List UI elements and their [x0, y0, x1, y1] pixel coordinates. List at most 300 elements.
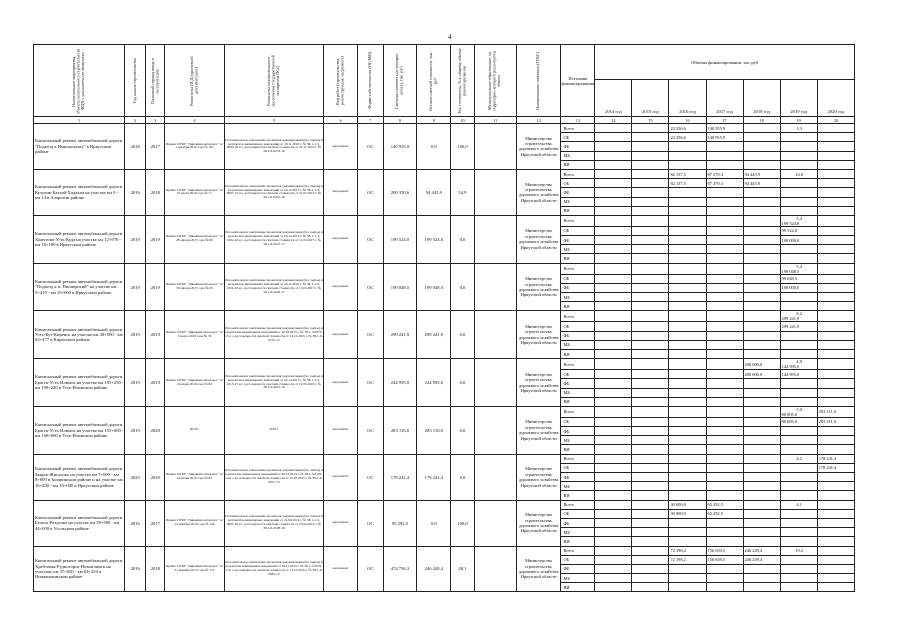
financing-value: 94 445,9	[743, 169, 780, 178]
municipality	[474, 311, 516, 359]
financing-value	[780, 491, 817, 500]
financing-value: 246 249,4	[743, 546, 780, 555]
financing-value	[817, 509, 854, 518]
financing-value: 82 137,5	[669, 179, 706, 188]
column-number: 4	[165, 117, 224, 124]
table-body	[34, 124, 855, 592]
financing-value	[632, 283, 669, 292]
financing-value	[669, 263, 706, 274]
work-type: кап.ремонт	[324, 311, 358, 359]
share-percent: 5,4	[796, 215, 802, 221]
financing-value: 94 445,9	[743, 179, 780, 188]
financing-value	[669, 359, 706, 370]
financing-value	[743, 311, 780, 322]
financing-value	[817, 151, 854, 160]
financing-value	[632, 349, 669, 358]
header-cell	[451, 45, 474, 117]
financing-value	[669, 370, 706, 379]
financing-value	[632, 379, 669, 388]
start-year: 2019	[125, 215, 146, 263]
financing-value	[780, 509, 817, 518]
funding-source: ФБ	[561, 427, 595, 436]
financing-value	[706, 283, 743, 292]
financing-value	[743, 500, 780, 509]
readiness: 0,0	[451, 454, 474, 500]
header-label: Наименование заказчика (ГРБС)	[535, 51, 541, 110]
financing-value	[669, 463, 706, 472]
header-year: 2020 год	[817, 80, 854, 117]
remaining-cost: 199 524,0	[417, 215, 451, 263]
financing-value	[632, 370, 669, 379]
financing-value	[817, 340, 854, 349]
financing-value	[743, 226, 780, 235]
financing-value	[743, 427, 780, 436]
financing-value	[817, 482, 854, 491]
estimated-cost: 199 524,0	[383, 215, 417, 263]
funding-source: ФБ	[561, 236, 595, 245]
funding-source: Всего	[561, 359, 595, 370]
end-year: 2020	[146, 406, 165, 454]
financing-value	[780, 311, 817, 322]
financing-value: 178 241,4	[817, 454, 854, 463]
financing-value: 65 292,5	[706, 509, 743, 518]
end-year: 2018	[146, 169, 165, 215]
financing-value	[632, 417, 669, 426]
remaining-cost: 283 116,0	[417, 406, 451, 454]
financing-value	[817, 188, 854, 197]
psd-details: Приказ ОГКУ "Дирекция автодорог" от 28 апреля 2017 года № 60	[165, 215, 224, 263]
estimated-cost: 474 756,3	[383, 546, 417, 592]
financing-value	[743, 528, 780, 537]
financing-value	[817, 293, 854, 302]
financing-value	[706, 197, 743, 206]
municipality	[474, 215, 516, 263]
financing-value	[743, 518, 780, 527]
financing-value	[669, 226, 706, 235]
financing-value	[780, 528, 817, 537]
financing-value	[743, 160, 780, 169]
funding-source: ОБ	[561, 179, 595, 188]
financing-value	[780, 169, 817, 178]
table-header	[34, 45, 855, 124]
financing-value	[817, 546, 854, 555]
financing-value: 203 111,0	[817, 417, 854, 426]
financing-value	[706, 236, 743, 245]
financing-value	[817, 388, 854, 397]
table-row	[34, 500, 855, 509]
ownership: ОС	[358, 454, 383, 500]
funding-source: МБ	[561, 574, 595, 583]
financing-value	[706, 340, 743, 349]
financing-value: 87 279,3	[706, 179, 743, 188]
page-number: 4	[448, 33, 452, 41]
readiness: 0,0	[451, 359, 474, 407]
financing-value	[706, 436, 743, 445]
financing-value	[632, 518, 669, 527]
financing-value	[669, 188, 706, 197]
financing-value	[706, 226, 743, 235]
ownership: ОС	[358, 500, 383, 546]
financing-value	[743, 322, 780, 331]
financing-value	[669, 254, 706, 263]
financing-value	[595, 509, 632, 518]
readiness: 100,0	[451, 500, 474, 546]
financing-value	[743, 133, 780, 142]
psd-details: Приказ ОГКУ "Дирекция автодорог" от 1 декабря 2016 года № 101	[165, 124, 224, 170]
remaining-cost: 0,0	[417, 124, 451, 170]
column-number: 5	[224, 117, 324, 124]
end-year: 2018	[146, 546, 165, 592]
financing-value: 72 198,2	[669, 546, 706, 555]
financing-value	[595, 236, 632, 245]
work-type: кап.ремонт	[324, 169, 358, 215]
financing-value	[743, 142, 780, 151]
column-number: 15	[632, 117, 669, 124]
financing-value	[632, 236, 669, 245]
ownership: ОС	[358, 169, 383, 215]
financing-value	[743, 215, 780, 226]
financing-value	[632, 482, 669, 491]
financing-table	[33, 44, 855, 592]
financing-value	[632, 397, 669, 406]
share-percent: 14,0	[795, 171, 804, 177]
financing-value	[632, 124, 669, 133]
table-row	[34, 359, 855, 370]
funding-source: ФБ	[561, 142, 595, 151]
financing-value	[595, 160, 632, 169]
financing-value	[669, 537, 706, 546]
customer-grbs: Министерство строительства, дорожного хозяйства Иркутской области	[516, 454, 560, 500]
financing-value	[595, 283, 632, 292]
financing-value	[780, 151, 817, 160]
financing-value	[706, 263, 743, 274]
estimated-cost: 283 116,0	[383, 406, 417, 454]
financing-value	[669, 283, 706, 292]
financing-value	[595, 215, 632, 226]
object-name: Капитальный ремонт автомобильной дороги Хомутово-Усть-Куда на участке км 12+970 - км 18+180 в Иркутском районе	[34, 215, 125, 263]
expertise-details: Положительное заключение проектная документация (без сметы) и результаты инженерных изысканий от 10.04.2015 г. № 38-1-5-0079-15 и о достоверности сметной стоимости от 14.12.2015 г. № 38-1-6-0122-15	[224, 311, 324, 359]
financing-value	[595, 226, 632, 235]
funding-source: Всего	[561, 406, 595, 417]
header-cell	[417, 45, 451, 117]
share-percent: 5,0	[796, 406, 802, 412]
end-year: 2017	[146, 500, 165, 546]
work-type: кап.ремонт	[324, 454, 358, 500]
header-label: Форма собственности (ОС/МО)	[367, 52, 372, 109]
column-number: 19	[780, 117, 817, 124]
funding-source: ОБ	[561, 509, 595, 518]
financing-value	[743, 236, 780, 245]
financing-value: 65 292,5	[706, 500, 743, 509]
financing-value	[780, 454, 817, 463]
financing-value	[817, 331, 854, 340]
financing-value: 246 249,4	[743, 555, 780, 564]
funding-source: ВИ	[561, 445, 595, 454]
financing-value	[780, 302, 817, 311]
header-row	[34, 45, 855, 80]
financing-value	[595, 263, 632, 274]
financing-value	[817, 169, 854, 178]
funding-source: Всего	[561, 215, 595, 226]
financing-value	[595, 274, 632, 283]
financing-value	[595, 142, 632, 151]
psd-details: Приказ ОГКУ "Дирекция автодорог" от 30 апреля 2017 года № 65	[165, 263, 224, 311]
header-cell	[224, 45, 324, 117]
column-number: 7	[358, 117, 383, 124]
financing-value	[780, 179, 817, 188]
financing-value	[669, 427, 706, 436]
financing-value: 87 279,3	[706, 169, 743, 178]
financing-value	[780, 197, 817, 206]
financing-value	[817, 226, 854, 235]
financing-value	[595, 245, 632, 254]
financing-value	[706, 583, 743, 592]
expertise-details: Положительное заключение проектная документация (без сметы) и результаты инженерных изысканий от 24.12.2015 г. № 38-1-1-3-0097-15 и о достоверности сметной стоимости от 31.05.2016 г. № 38-1-6-0053-16	[224, 169, 324, 215]
financing-value	[706, 160, 743, 169]
header-label: Реквизиты положительного заключения государственной экспертизы ПСД	[266, 54, 281, 107]
funding-source: ОБ	[561, 463, 595, 472]
financing-value	[743, 537, 780, 546]
ownership: ОС	[358, 263, 383, 311]
financing-value	[780, 206, 817, 215]
financing-value	[817, 263, 854, 274]
financing-value	[743, 274, 780, 283]
municipality	[474, 359, 516, 407]
financing-value	[595, 311, 632, 322]
end-year: 2019	[146, 215, 165, 263]
financing-value	[669, 197, 706, 206]
financing-value	[817, 491, 854, 500]
expertise-details: Положительное заключение проектная документация (без сметы) и результаты инженерных изысканий от 18.11.2016 г. № 38-1-1-3-0095-16 и о достоверности сметной стоимости от 22.11.2016 г. № 38-1-6-0233-16	[224, 124, 324, 170]
municipality	[474, 406, 516, 454]
financing-value	[706, 574, 743, 583]
readiness: 54,9	[451, 169, 474, 215]
financing-value	[595, 197, 632, 206]
financing-value	[780, 349, 817, 358]
remaining-cost: 0,0	[417, 500, 451, 546]
funding-source: ОБ	[561, 226, 595, 235]
financing-value-text: 199 048,5	[781, 268, 800, 274]
funding-source: МБ	[561, 528, 595, 537]
financing-value: 100 000,0	[780, 236, 817, 245]
psd-details: Приказ ОГКУ "Дирекция автодорог" от 3 марта 2016 года № 35	[165, 311, 224, 359]
start-year: 2019	[125, 311, 146, 359]
financing-value	[817, 206, 854, 215]
financing-value	[706, 331, 743, 340]
financing-value	[743, 454, 780, 463]
financing-value	[706, 188, 743, 197]
funding-source: ФБ	[561, 379, 595, 388]
funding-source: ОБ	[561, 133, 595, 142]
financing-value	[669, 445, 706, 454]
financing-value	[595, 169, 632, 178]
customer-grbs: Министерство строительства, дорожного хозяйства Иркутской области	[516, 500, 560, 546]
financing-value	[706, 528, 743, 537]
financing-value	[632, 293, 669, 302]
financing-value	[817, 142, 854, 151]
financing-value	[817, 215, 854, 226]
financing-value	[706, 473, 743, 482]
share-percent: 19,2	[795, 548, 804, 554]
financing-value	[669, 388, 706, 397]
financing-value	[669, 160, 706, 169]
funding-source: ОБ	[561, 370, 595, 379]
financing-value	[817, 197, 854, 206]
financing-value	[632, 245, 669, 254]
funding-source: ВИ	[561, 206, 595, 215]
financing-value: 178 241,4	[817, 463, 854, 472]
financing-value	[595, 482, 632, 491]
financing-value	[817, 322, 854, 331]
header-year: 2018 год	[743, 80, 780, 117]
financing-value	[780, 245, 817, 254]
share-percent: 4,1	[796, 502, 802, 508]
financing-value	[632, 142, 669, 151]
estimated-cost: 95 292,5	[383, 500, 417, 546]
financing-value	[632, 179, 669, 188]
psd-details: Приказ ОГКУ "Дирекция автодорог" от 14 декабря 2016 года № 129	[165, 500, 224, 546]
end-year: 2019	[146, 311, 165, 359]
financing-value: 72 198,2	[669, 555, 706, 564]
financing-value	[595, 454, 632, 463]
financing-value	[743, 388, 780, 397]
column-number: 17	[706, 117, 743, 124]
financing-value	[632, 406, 669, 417]
financing-value	[743, 574, 780, 583]
column-numbers-row	[34, 117, 855, 124]
municipality	[474, 263, 516, 311]
readiness: 0,0	[451, 215, 474, 263]
financing-value	[817, 397, 854, 406]
financing-value	[817, 283, 854, 292]
financing-value	[632, 322, 669, 331]
funding-source: МБ	[561, 151, 595, 160]
financing-value	[706, 349, 743, 358]
funding-source: ВИ	[561, 537, 595, 546]
psd-details: 2018 г.	[165, 406, 224, 454]
readiness: 48,1	[451, 546, 474, 592]
column-number: 20	[817, 117, 854, 124]
financing-value	[595, 206, 632, 215]
object-name: Капитальный ремонт автомобильной дороги Хребтовая-Рудногорск-Новоилимск на участках км 37+050 - км 63+250 в Нижнеилимском районе	[34, 546, 125, 592]
financing-value	[595, 349, 632, 358]
header-year: 2019 год	[780, 80, 817, 117]
financing-value	[595, 546, 632, 555]
header-cell	[383, 45, 417, 117]
table-row	[34, 311, 855, 322]
financing-value	[595, 331, 632, 340]
financing-value	[632, 509, 669, 518]
funding-source: МБ	[561, 340, 595, 349]
header-year: 2016 год	[669, 80, 706, 117]
funding-source: ОБ	[561, 417, 595, 426]
financing-value	[632, 427, 669, 436]
financing-value	[780, 473, 817, 482]
financing-value	[817, 274, 854, 283]
funding-source: МБ	[561, 482, 595, 491]
funding-source: МБ	[561, 388, 595, 397]
financing-value	[780, 293, 817, 302]
table-row	[34, 263, 855, 274]
readiness: 100,0	[451, 124, 474, 170]
header-cell	[34, 45, 125, 117]
financing-value	[706, 463, 743, 472]
header-label: Вид работ (строительство, реконструкция, капремонт)	[335, 56, 345, 105]
financing-value	[780, 463, 817, 472]
municipality	[474, 500, 516, 546]
financing-value	[817, 160, 854, 169]
header-year: 2014 год	[595, 80, 632, 117]
financing-value	[632, 302, 669, 311]
financing-value: 144 995,0	[780, 370, 817, 379]
financing-value	[817, 427, 854, 436]
remaining-cost: 244 995,0	[417, 359, 451, 407]
financing-value	[817, 349, 854, 358]
financing-value	[780, 427, 817, 436]
financing-value	[817, 179, 854, 188]
financing-value	[743, 331, 780, 340]
readiness: 0,0	[451, 406, 474, 454]
object-name: Капитальный ремонт автомобильной дороги Бельск-Раздолье на участке км 39+500 - км 44+000 в Усольском районе	[34, 500, 125, 546]
expertise-details: 2018 г.	[224, 406, 324, 454]
financing-value	[632, 583, 669, 592]
readiness: 0,0	[451, 311, 474, 359]
financing-value	[780, 133, 817, 142]
financing-value	[743, 254, 780, 263]
financing-value	[817, 133, 854, 142]
financing-value: 200 000,0	[743, 359, 780, 370]
table-row	[34, 124, 855, 133]
table-row	[34, 215, 855, 226]
table-row	[34, 454, 855, 463]
financing-value	[743, 463, 780, 472]
column-number: 8	[383, 117, 417, 124]
financing-value	[706, 454, 743, 463]
financing-value	[595, 427, 632, 436]
financing-value	[780, 482, 817, 491]
financing-value	[817, 245, 854, 254]
estimated-cost: 299 241,9	[383, 311, 417, 359]
financing-value-text: 299 241,9	[781, 316, 800, 322]
ownership: ОС	[358, 124, 383, 170]
financing-value	[817, 254, 854, 263]
financing-value	[817, 370, 854, 379]
start-year: 2019	[125, 263, 146, 311]
financing-value	[632, 215, 669, 226]
financing-value	[669, 151, 706, 160]
financing-value	[743, 397, 780, 406]
column-number: 6	[324, 117, 358, 124]
financing-value	[817, 537, 854, 546]
financing-value	[632, 445, 669, 454]
financing-value	[706, 491, 743, 500]
header-cell	[474, 45, 516, 117]
financing-value	[780, 583, 817, 592]
header-label: Реквизиты ПСД (проектной документации)	[188, 55, 199, 106]
header-label: Год начала строительства	[131, 57, 137, 104]
financing-value	[817, 473, 854, 482]
end-year: 2017	[146, 124, 165, 170]
financing-value	[706, 151, 743, 160]
financing-value	[595, 537, 632, 546]
financing-value	[632, 473, 669, 482]
financing-value	[817, 445, 854, 454]
end-year: 2020	[146, 454, 165, 500]
financing-value	[780, 537, 817, 546]
financing-value: 140 955,9	[706, 124, 743, 133]
financing-value	[632, 133, 669, 142]
financing-value	[780, 340, 817, 349]
